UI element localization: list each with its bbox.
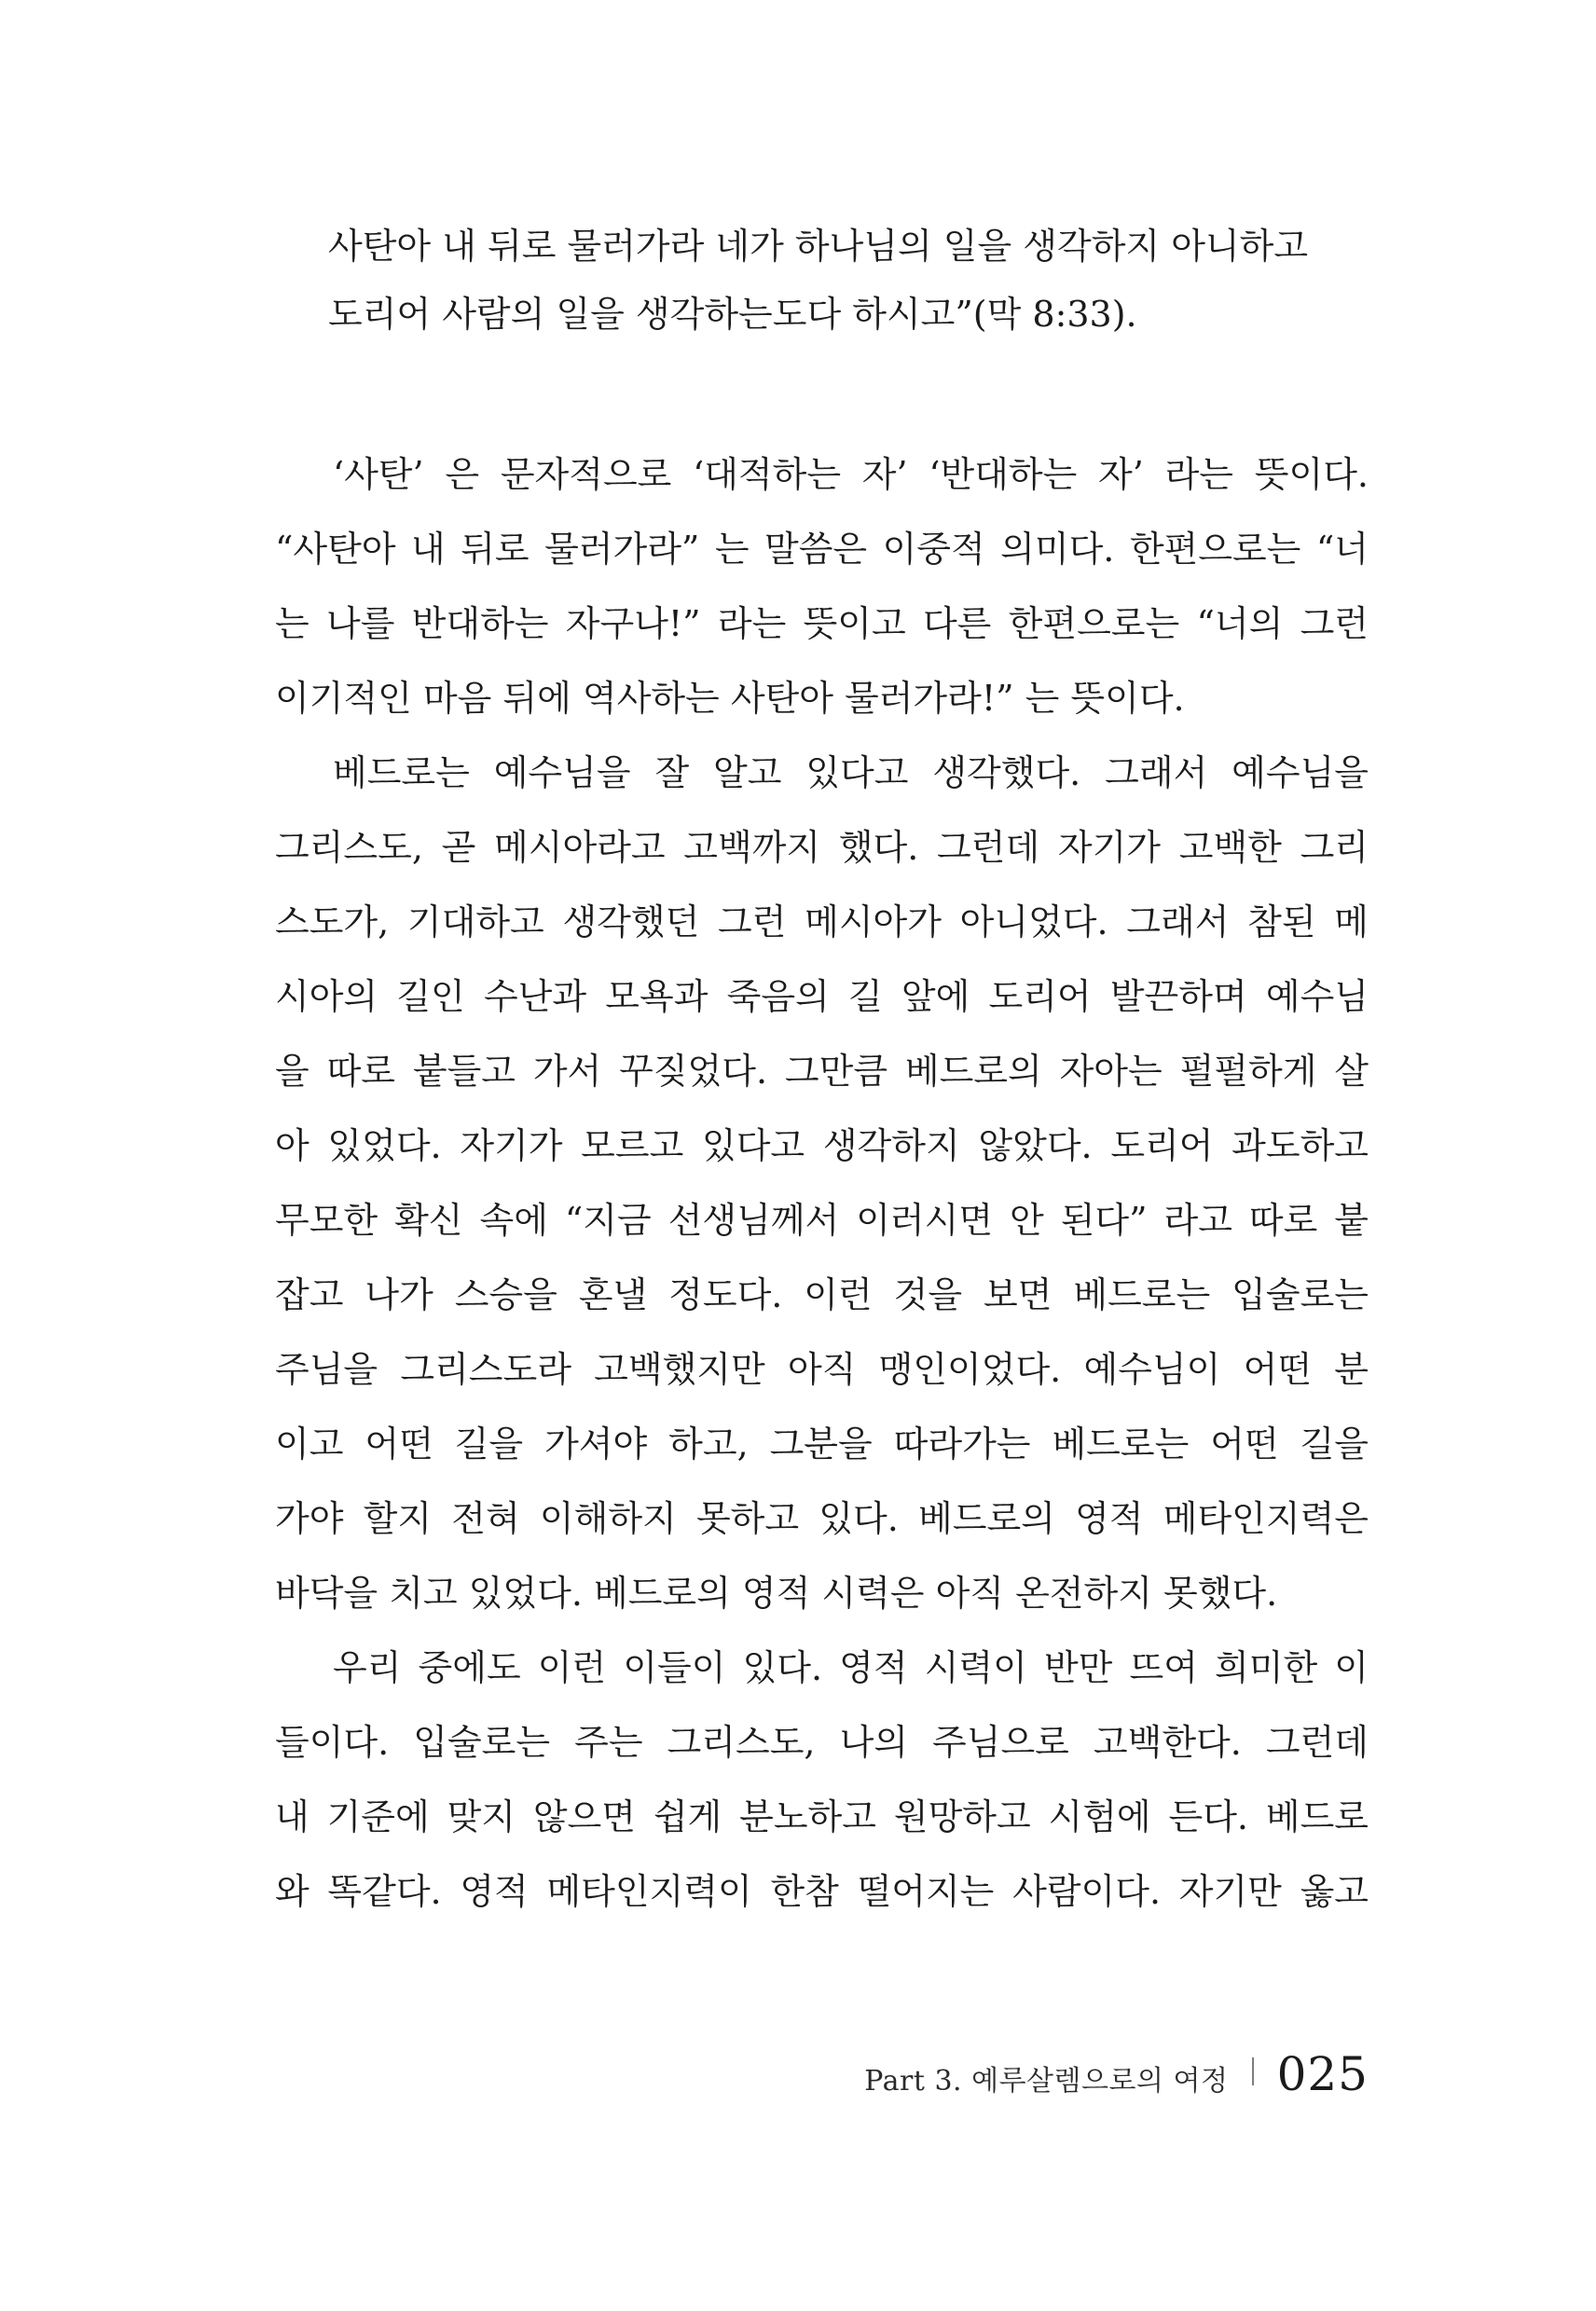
text-line: 잡고 나가 스승을 혼낼 정도다. 이런 것을 보면 베드로는 입술로는 (275, 1274, 1369, 1315)
quote-line: 사탄아 내 뒤로 물러가라 네가 하나님의 일을 생각하지 아니하고 (328, 226, 1309, 267)
paragraph (275, 736, 1369, 1630)
paragraph (275, 437, 1369, 736)
body-text-block (275, 437, 1369, 1929)
footer-section-title: Part 3. 예루살렘으로의 여정 (864, 2065, 1229, 2098)
text-line: 와 똑같다. 영적 메타인지력이 한참 떨어지는 사람이다. 자기만 옳고 (275, 1871, 1369, 1912)
text-line: 들이다. 입술로는 주는 그리스도, 나의 주님으로 고백한다. 그런데 (275, 1722, 1369, 1763)
text-line: 시아의 길인 수난과 모욕과 죽음의 길 앞에 도리어 발끈하며 예수님 (275, 976, 1369, 1017)
text-line: 그리스도, 곧 메시아라고 고백까지 했다. 그런데 자기가 고백한 그리 (275, 827, 1369, 868)
scripture-quote-block (275, 213, 1369, 349)
text-line: 을 따로 붙들고 가서 꾸짖었다. 그만큼 베드로의 자아는 펄펄하게 살 (275, 1051, 1369, 1092)
text-line: 이기적인 마음 뒤에 역사하는 사탄아 물러가라!” 는 뜻이다. (275, 678, 1185, 719)
text-line: 는 나를 반대하는 자구나!” 라는 뜻이고 다른 한편으로는 “너의 그런 (275, 603, 1369, 644)
page-number: 025 (1276, 2047, 1369, 2101)
text-block (275, 213, 1369, 1929)
paragraph (275, 1630, 1369, 1929)
text-line: 아 있었다. 자기가 모르고 있다고 생각하지 않았다. 도리어 과도하고 (275, 1125, 1369, 1166)
text-line: 바닥을 치고 있었다. 베드로의 영적 시력은 아직 온전하지 못했다. (275, 1573, 1278, 1614)
footer-separator: | (1250, 2054, 1257, 2086)
text-line: 무모한 확신 속에 “지금 선생님께서 이러시면 안 된다” 라고 따로 붙 (275, 1200, 1369, 1241)
text-line: 스도가, 기대하고 생각했던 그런 메시아가 아니었다. 그래서 참된 메 (275, 901, 1369, 942)
quote-line: 도리어 사람의 일을 생각하는도다 하시고”(막 8:33). (328, 294, 1137, 335)
text-line: ‘사탄’ 은 문자적으로 ‘대적하는 자’ ‘반대하는 자’ 라는 뜻이다. (333, 454, 1369, 495)
text-line: 내 기준에 맞지 않으면 쉽게 분노하고 원망하고 시험에 든다. 베드로 (275, 1796, 1369, 1837)
text-line: “사탄아 내 뒤로 물러가라” 는 말씀은 이중적 의미다. 한편으로는 “너 (275, 529, 1369, 570)
text-line: 주님을 그리스도라 고백했지만 아직 맹인이었다. 예수님이 어떤 분 (275, 1349, 1369, 1390)
page-footer (275, 2047, 1369, 2101)
text-line: 이고 어떤 길을 가셔야 하고, 그분을 따라가는 베드로는 어떤 길을 (275, 1424, 1369, 1465)
text-line: 베드로는 예수님을 잘 알고 있다고 생각했다. 그래서 예수님을 (333, 752, 1369, 793)
text-line: 가야 할지 전혀 이해하지 못하고 있다. 베드로의 영적 메타인지력은 (275, 1498, 1369, 1539)
text-line: 우리 중에도 이런 이들이 있다. 영적 시력이 반만 뜨여 희미한 이 (333, 1647, 1369, 1688)
